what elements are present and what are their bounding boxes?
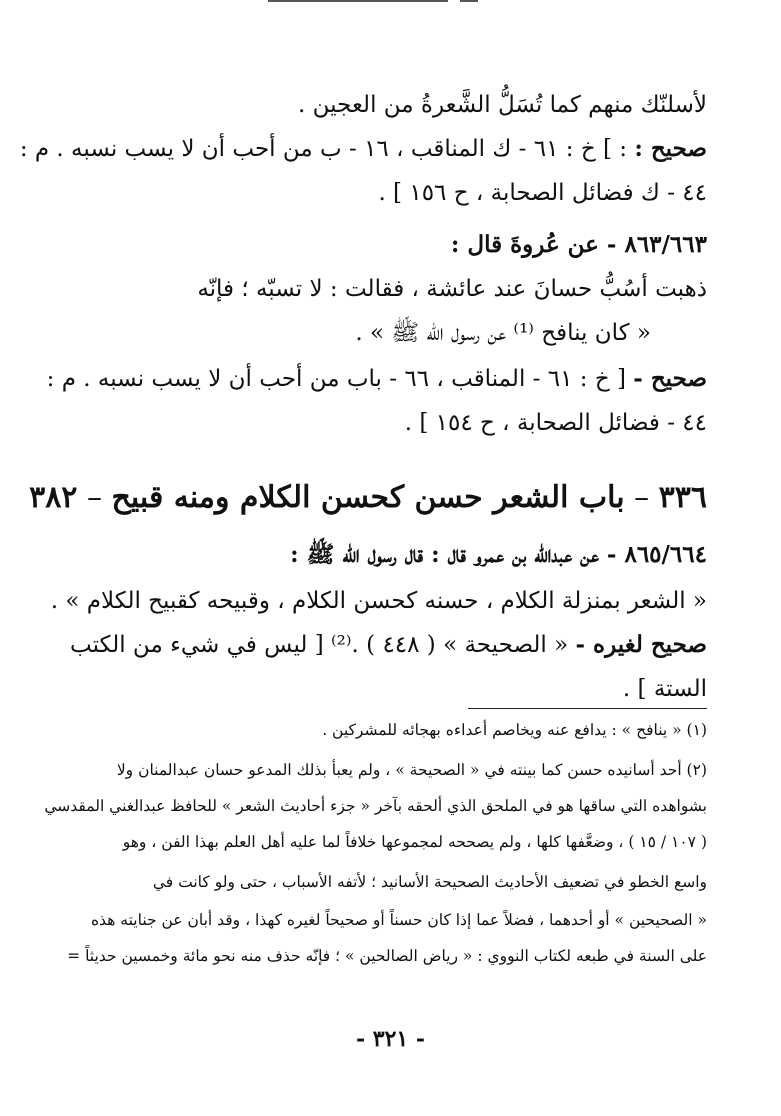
footnote-separator <box>468 708 707 709</box>
page-number: - ٣٢١ - <box>355 1026 426 1052</box>
grading-line-2: الستة ] . <box>622 676 707 702</box>
takhrij-line-1 <box>20 132 707 166</box>
takhrij-line-3 <box>47 362 707 396</box>
chapter-title: باب الشعر حسن كحسن الكلام ومنه قبيح <box>111 480 625 515</box>
hadith-text-line-3: « الشعر بمنزلة الكلام ، حسنه كحسن الكلام ، وقبيحه كقبيح الكلام » . <box>50 588 707 614</box>
sahih-label: صحيح : <box>634 135 707 162</box>
top-rule <box>268 0 448 2</box>
grading-text: « الصحيحة » ( ٤٤٨ ) .⁽²⁾ [ ليس في شيء من الكتب <box>70 632 569 658</box>
takhrij-line-4: ٤٤ - فضائل الصحابة ، ح ١٥٤ ] . <box>404 410 707 436</box>
takhrij-text: : ] خ : ٦١ - ك المناقب ، ١٦ - ب من أحب أن لا يسب نسبه . م : <box>19 136 628 162</box>
sahih-li-ghairihi-label: صحيح لغيره - <box>575 631 707 658</box>
hadith-text-line-1: ذهبت أسُبُّ حسانَ عند عائشة ، فقالت : لا تسبّه ؛ فإنّه <box>197 276 707 302</box>
text-line-1: لأسلنّك منهم كما تُسَلُّ الشَّعرةُ من العجين . <box>298 92 707 118</box>
sahih-dash-label: صحيح - <box>633 365 707 392</box>
footnote-2-line-1: (٢) أحد أسانيده حسن كما بينته في « الصحيحة » ، ولم يعبأ بذلك المدعو حسان عبدالمنان ولا <box>116 761 707 779</box>
hadith-text-line-2: « كان ينافح ⁽¹⁾ عن رسول الله ﷺ » . <box>355 320 651 346</box>
footnote-2-line-6: على السنة في طبعه لكتاب النووي : « رياض الصالحين » ؛ فإنّه حذف منه نحو مائة وخمسين حديثاً = <box>67 947 707 965</box>
chapter-ref: ٣٨٢ <box>29 480 78 515</box>
footnote-2-line-2: بشواهده التي ساقها هو في الملحق الذي ألحقه بآخر « جزء أحاديث الشعر » للحافظ عبدالغني المقدسي <box>44 797 707 815</box>
hadith-header-663: ٨٦٣/٦٦٣ - عن عُروةَ قال : <box>450 231 707 258</box>
takhrij-line-2: ٤٤ - ك فضائل الصحابة ، ح ١٥٦ ] . <box>378 180 707 206</box>
takhrij-text-2: [ خ : ٦١ - المناقب ، ٦٦ - باب من أحب أن لا يسب نسبه . م : <box>46 366 626 392</box>
footnote-2-line-5: « الصحيحين » أو أحدهما ، فضلاً عما إذا كان حسناً أو صحيحاً لغيره كهذا ، وقد أبان عن جنايته هذه <box>90 911 707 929</box>
chapter-number: ٣٣٦ <box>658 480 707 515</box>
footnote-1: (١) « ينافح » : يدافع عنه ويخاصم أعداءه بهجائه للمشركين . <box>322 721 707 739</box>
chapter-heading: ٣٣٦ – باب الشعر حسن كحسن الكلام ومنه قبيح – ٣٨٢ <box>29 480 707 515</box>
hadith-header-664: ٨٦٥/٦٦٤ - عن عبدالله بن عمرو قال : قال رسول الله ﷺ : <box>290 541 707 568</box>
grading-line <box>70 628 707 662</box>
top-rule-short <box>460 0 478 2</box>
footnote-2-line-4: واسع الخطو في تضعيف الأحاديث الصحيحة الأسانيد ؛ لأتفه الأسباب ، حتى ولو كانت في <box>152 873 707 891</box>
footnote-2-line-3: ( ١٠٧ / ١٥ ) ، وضعَّفها كلها ، ولم يصححه لمجموعها خلافاً لما عليه أهل العلم بهذا الفن ، وهو <box>122 833 707 851</box>
